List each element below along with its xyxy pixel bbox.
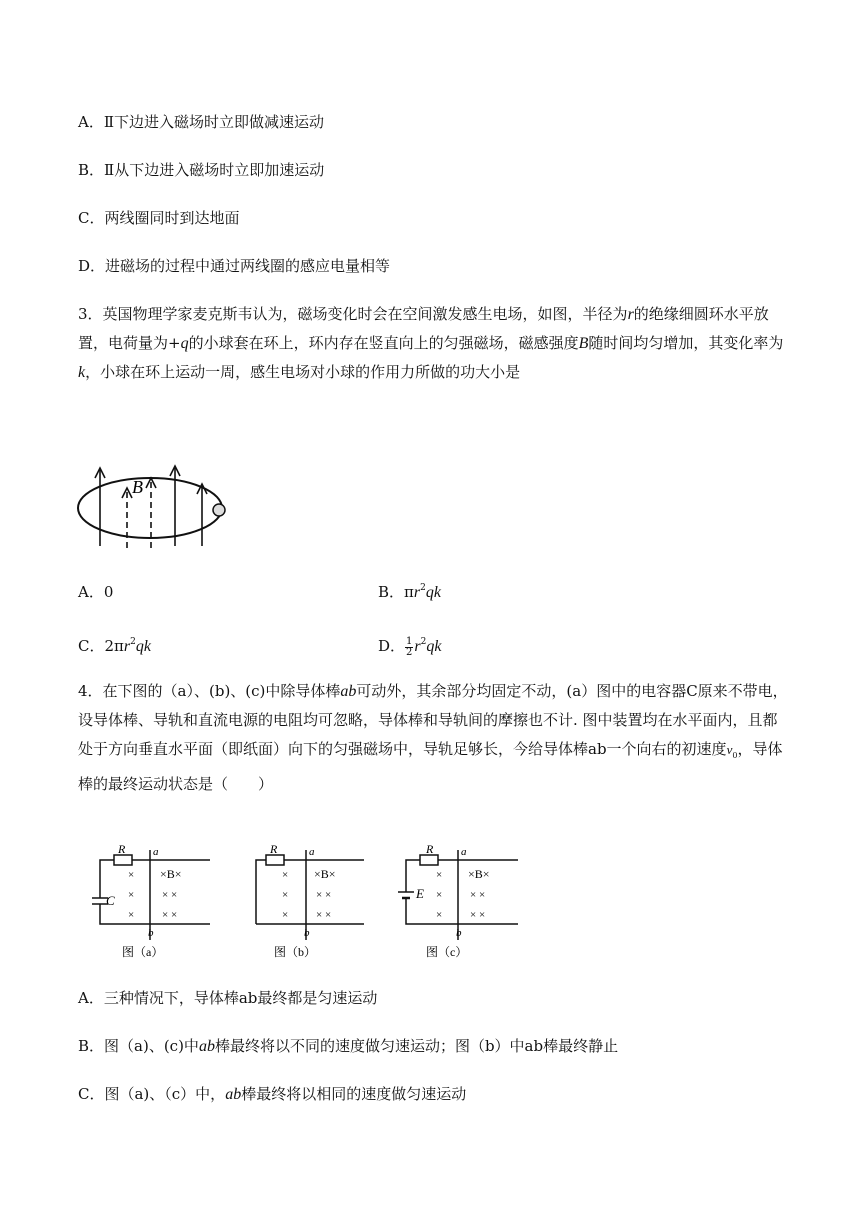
q4-figure-c (398, 840, 528, 960)
figure-b-a-label: a (309, 846, 315, 858)
fraction-one-half: $\frac{1}{2}$ (406, 635, 413, 658)
figure-c-r-label: R (426, 842, 434, 856)
figure-c-e-label: E (416, 886, 424, 901)
svg-text:×: × (128, 909, 135, 921)
svg-text:×: × (128, 889, 135, 901)
figure-a-b-label: b (148, 927, 154, 939)
q4-option-a: A．三种情况下，导体棒ab最终都是匀速运动 (78, 989, 378, 1007)
svg-text:× ×: × × (316, 889, 332, 901)
figure-a-c-label: C (106, 893, 115, 908)
svg-text:×B×: ×B× (314, 867, 336, 881)
svg-text:×B×: ×B× (160, 867, 182, 881)
q4-option-c: C．图（a)、（c）中，ab棒最终将以相同的速度做匀速运动 (78, 1085, 467, 1103)
figure-a-r-label: R (118, 842, 126, 856)
figure-b-caption: 图（b） (274, 945, 317, 959)
figure-b-r-label: R (270, 842, 278, 856)
svg-text:×: × (128, 869, 135, 881)
svg-text:×: × (282, 909, 289, 921)
figure-c-a-label: a (461, 846, 467, 858)
q4-figure-b (246, 840, 376, 960)
q2-option-d: D．进磁场的过程中通过两线圈的感应电量相等 (78, 257, 391, 275)
svg-text:× ×: × × (162, 909, 178, 921)
svg-text:× ×: × × (316, 909, 332, 921)
q3-stem: 3．英国物理学家麦克斯韦认为，磁场变化时会在空间激发感生电场，如图，半径为r的绝缘细圆环水平放置，电荷量为+q的小球套在环上，环内存在竖直向上的匀强磁场，磁感强度B随时间均匀增加，其变化率为k，小球在环上运动一周，感生电场对小球的作用力所做的功大小是 (78, 305, 784, 381)
svg-text:× ×: × × (470, 889, 486, 901)
q3-option-c: C．$2\pi r^2qk$ (78, 637, 151, 655)
svg-text:× ×: × × (470, 909, 486, 921)
q2-option-c: C．两线圈同时到达地面 (78, 209, 240, 227)
figure-c-caption: 图（c） (426, 945, 468, 959)
svg-text:×: × (436, 909, 443, 921)
svg-text:×B×: ×B× (468, 867, 490, 881)
q4-stem: 4．在下图的（a）、(b)、(c)中除导体棒ab可动外，其余部分均固定不动，(a）图中的电容器C原来不带电，设导体棒、导轨和直流电源的电阻均可忽略，导体棒和导轨间的摩擦也不计. 图中装置均在水平面内，且都处于方向垂直水平面（即纸面）向下的匀强磁场中，导轨足够长，今给导体棒ab一个向右的初速度$v_0$，导体棒的最终运动状态是（ ） (78, 682, 788, 793)
figure-a-caption: 图（a） (122, 945, 164, 959)
q3-figure-b-label: B (132, 477, 143, 497)
figure-a-a-label: a (153, 846, 159, 858)
q2-option-a: A．Ⅱ下边进入磁场时立即做减速运动 (78, 113, 325, 131)
q3-option-b: B．$\pi r^2qk$ (378, 583, 441, 601)
q3-ring-figure (74, 458, 234, 553)
q4-option-b: B．图（a)、(c)中ab棒最终将以不同的速度做匀速运动；图（b）中ab棒最终静止 (78, 1037, 619, 1055)
figure-b-b-label: b (304, 927, 310, 939)
svg-text:×: × (282, 889, 289, 901)
q4-figure-a (84, 840, 214, 960)
svg-text:× ×: × × (162, 889, 178, 901)
svg-text:×: × (436, 869, 443, 881)
svg-text:×: × (282, 869, 289, 881)
q2-option-b: B．Ⅱ从下边进入磁场时立即加速运动 (78, 161, 325, 179)
figure-c-b-label: b (456, 927, 462, 939)
svg-text:×: × (436, 889, 443, 901)
q3-option-a: A．0 (78, 583, 114, 601)
q3-option-d: D． $\frac{1}{2}$ $r^2qk$ (378, 635, 442, 658)
